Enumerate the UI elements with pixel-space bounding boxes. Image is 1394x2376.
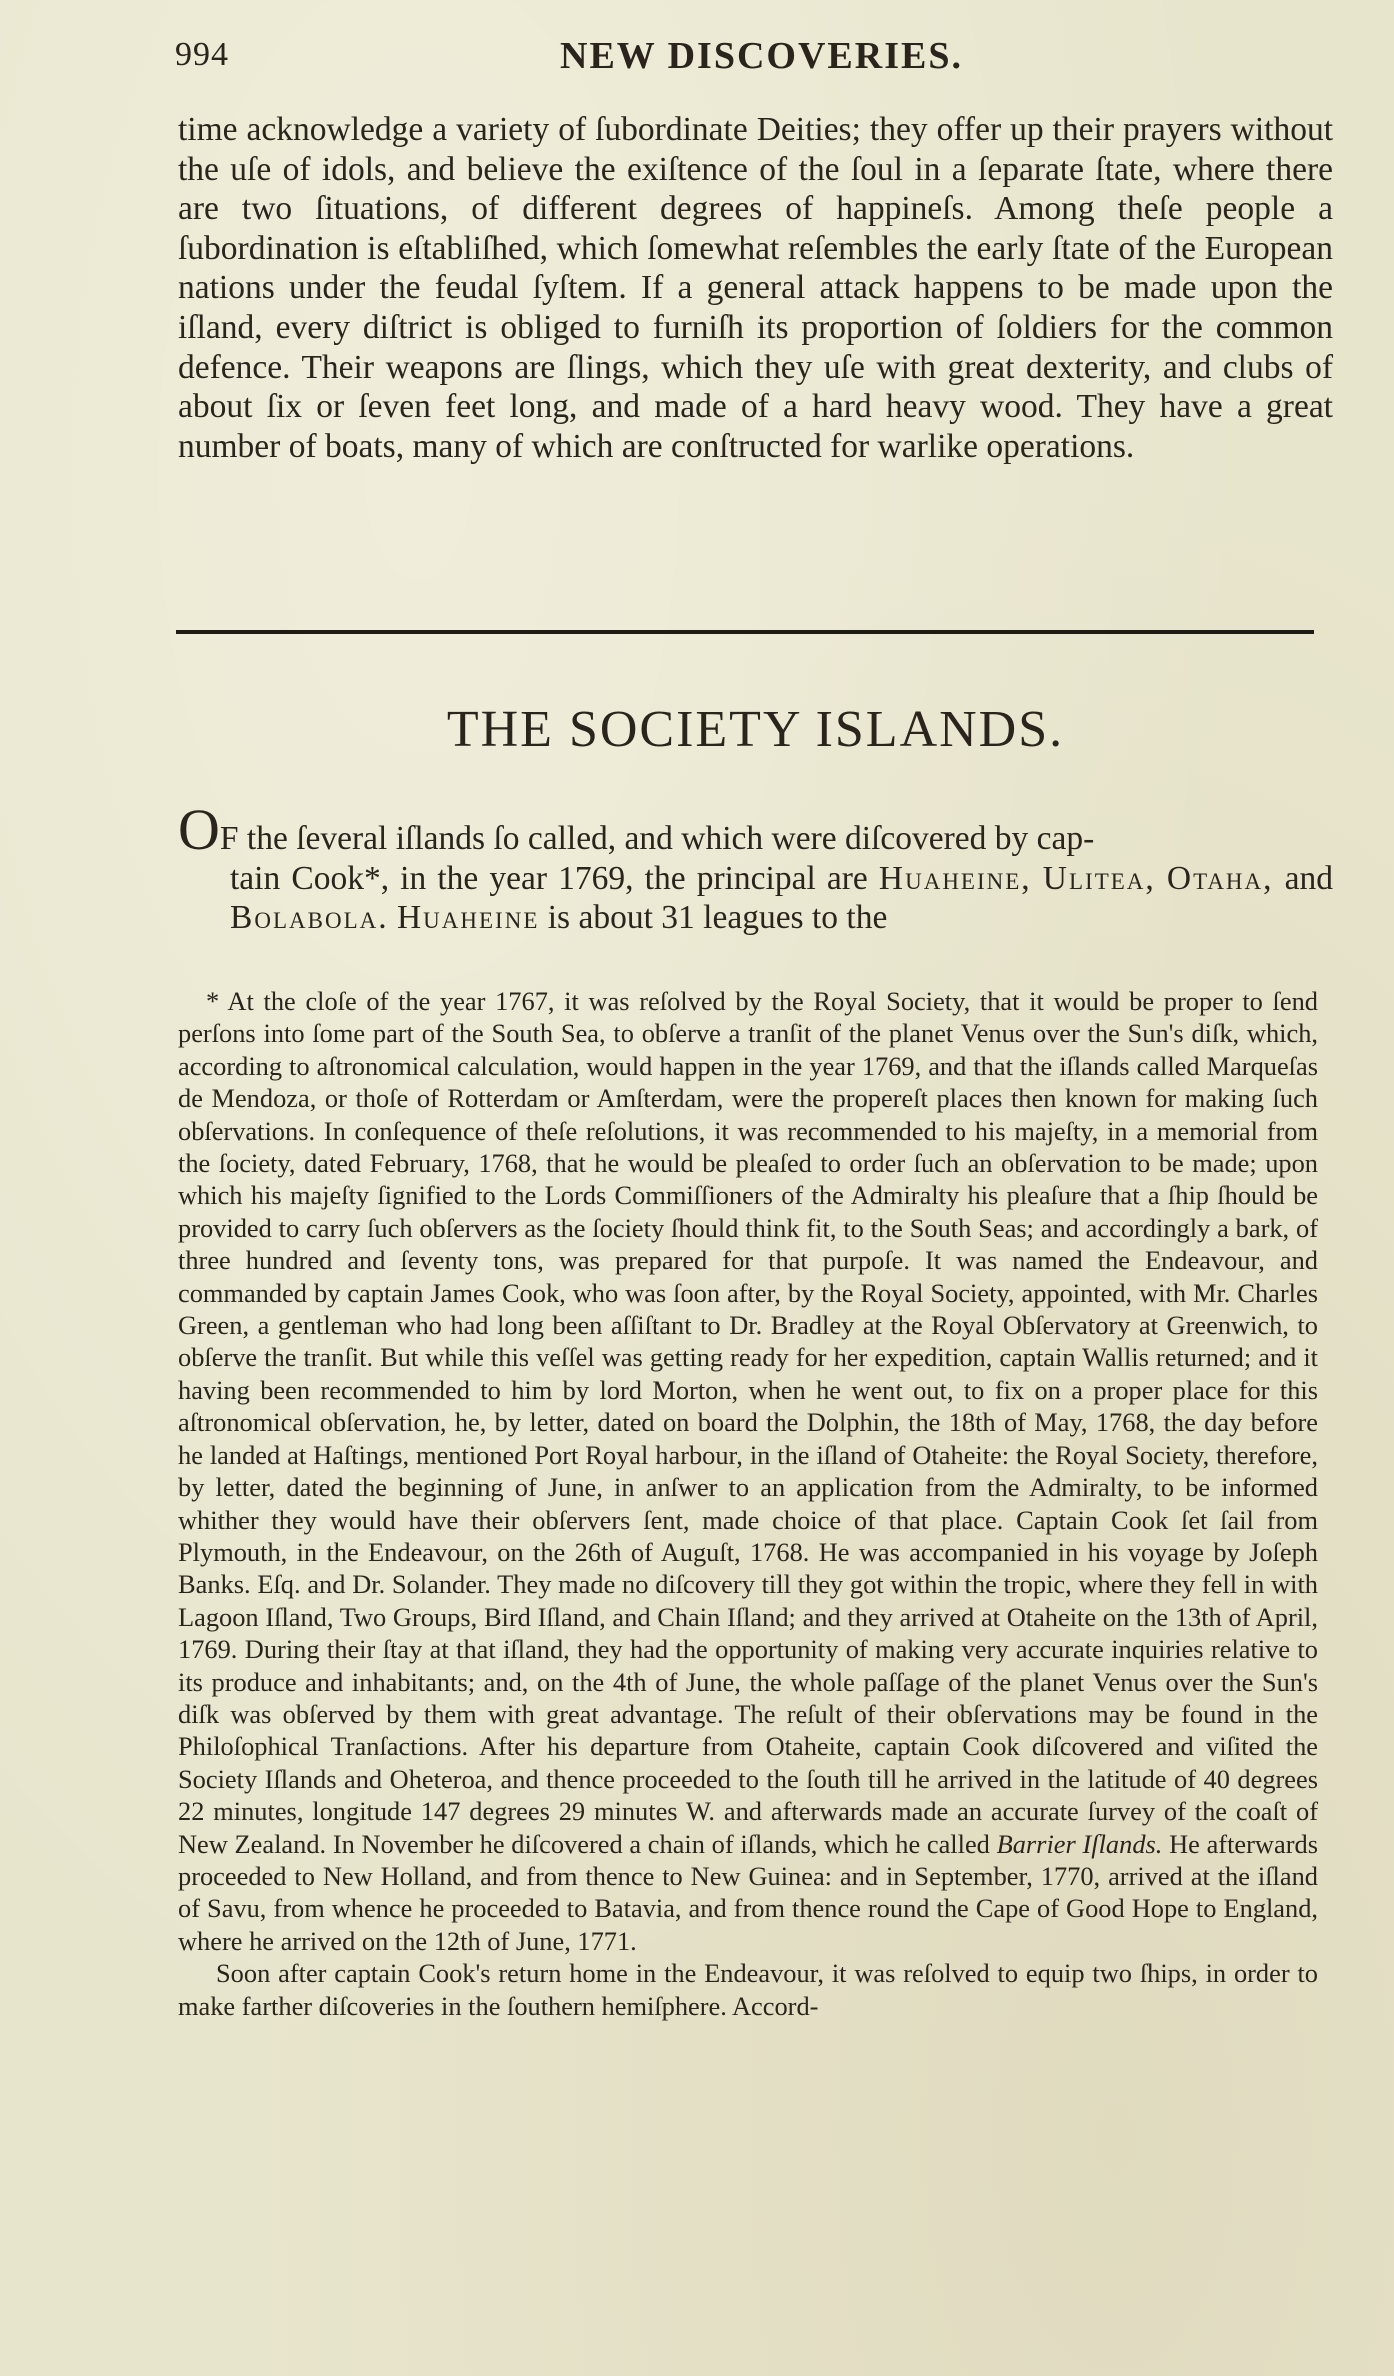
first-line-text: F the ſeveral iſlands ſo called, and which were diſcovered by cap-	[219, 820, 1095, 857]
page-number: 994	[175, 36, 229, 73]
island-name-huaheine: Huaheine,	[878, 859, 1032, 897]
section-paragraph-text	[178, 797, 1334, 938]
footnote-text-start: * At the cloſe of the year 1767, it was reſolved by the Royal Society, that it would be proper to ſend perſons into ſome part of the South Sea, to obſerve a tranſit of the planet Venus over the Sun's diſk, which, according to aſtronomical calculation, would happen in the year 1769, and that the iſlands called Marqueſas de Mendoza, or thoſe of Rotterdam or Amſterdam, were the propereſt places then known for making ſuch obſervations. In conſequence of theſe reſolutions, it was recommended to his majeſty, in a memorial from the ſociety, dated February, 1768, that he would be pleaſed to order ſuch an obſervation to be made; upon which his majeſty ſignified to the Lords Commiſſioners of the Admiralty his pleaſure that a ſhip ſhould be provided to carry ſuch obſervers as the ſociety ſhould think fit, to the South Seas; and accordingly a bark, of three hundred and ſeventy tons, was prepared for that purpoſe. It was named the Endeavour, and commanded by captain James Cook, who was ſoon after, by the Royal Society, appointed, with Mr. Charles Green, a gentleman who had long been aſſiſtant to Dr. Bradley at the Royal Obſervatory at Greenwich, to obſerve the tranſit. But while this veſſel was getting ready for her expedition, captain Wallis returned; and it having been recommended to him by lord Morton, when he went out, to fix on a proper place for this aſtronomical obſervation, he, by letter, dated on board the Dolphin, the 18th of May, 1768, the day before he landed at Haſtings, mentioned Port Royal harbour, in the iſland of Otaheite: the Royal Society, therefore, by letter, dated the beginning of June, in anſwer to an application from the Admiralty, to be informed whither they would have their obſervers ſent, made choice of that place. Captain Cook ſet ſail from Plymouth, in the Endeavour, on the 26th of Auguſt, 1768. He was accompanied in his voyage by Joſeph Banks. Eſq. and Dr. Solander. They made no diſcovery till they got within the tropic, where they fell in with Lagoon Iſland, Two Groups, Bird Iſland, and Chain Iſland; and they arrived at Otaheite on the 13th of April, 1769. During their ſtay at that iſland, they had the opportunity of making very accurate inquiries relative to its produce and inhabitants; and, on the 4th of June, the whole paſſage of the planet Venus over the Sun's diſk was obſerved by them with great advantage. The reſult of their obſervations may be found in the Philoſophical Tranſactions. After his departure from Otaheite, captain Cook diſcovered and viſited the Society Iſlands and Oheteroa, and thence proceeded to the ſouth till he arrived in the latitude of 40 degrees 22 minutes, longitude 147 degrees 29 minutes W. and afterwards made an accurate ſurvey of the coaſt of New Zealand. In November he diſcovered a chain of iſlands, which he called	[178, 986, 1318, 1859]
hanging-lines	[178, 859, 1333, 938]
footnote-text-end: He afterwards proceeded to New Holland, and from thence to New Guinea: and in September, 1770, arrived at the iſland of Savu, from whence he proceeded to Batavia, and from thence round the Cape of Good Hope to England, where he arrived on the 12th of June, 1771.	[178, 1828, 1318, 1956]
running-head	[175, 30, 1334, 80]
footnote-paragraph-2: Soon after captain Cook's return home in the Endeavour, it was reſolved to equip two ſhips, in order to make farther diſcoveries in the ſouthern hemiſphere. Accord-	[178, 1958, 1318, 2021]
text-part-3: is about 31 leagues to the	[547, 899, 888, 937]
section-divider-rule	[176, 630, 1314, 634]
intro-paragraph-text: time acknowledge a variety of ſubordinate Deities; they offer up their prayers without the uſe of idols, and believe the exiſtence of the ſoul in a ſeparate ſtate, where there are two ſituations, of different degrees of happineſs. Among theſe people a ſubordination is eſtabliſhed, which ſomewhat reſembles the early ſtate of the European nations under the feudal ſyſtem. If a general attack happens to be made upon the iſland, every diſtrict is obliged to furniſh its proportion of ſoldiers for the common defence. Their weapons are ſlings, which they uſe with great dexterity, and clubs of about ſix or ſeven feet long, and made of a hard heavy wood. They have a great number of boats, many of which are conſtructed for warlike operations.	[178, 111, 1333, 465]
text-part-1: tain Cook*, in the year 1769, the principal are	[230, 859, 868, 897]
section-title: THE SOCIETY ISLANDS.	[446, 701, 1065, 758]
island-name-ulitea: Ulitea,	[1042, 859, 1156, 897]
running-head-title: NEW DISCOVERIES.	[560, 35, 963, 77]
intro-paragraph	[178, 110, 1333, 466]
footnote	[178, 985, 1318, 2022]
section-paragraph	[178, 797, 1334, 938]
text-part-2: and	[1284, 859, 1334, 897]
footnote-paragraph-1	[178, 985, 1318, 1957]
island-name-bolabola: Bolabola.	[230, 899, 389, 937]
island-name-otaha: Otaha,	[1166, 859, 1274, 897]
drop-capital: O	[178, 797, 220, 862]
island-name-huaheine-repeat: Huaheine	[396, 899, 540, 937]
footnote-italic-name: Barrier Iſlands.	[996, 1828, 1163, 1859]
